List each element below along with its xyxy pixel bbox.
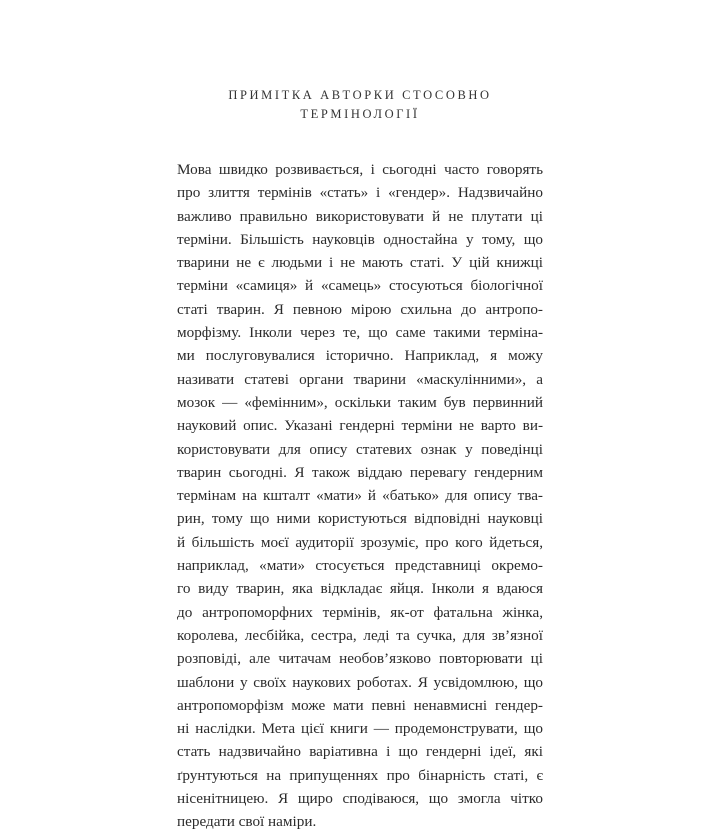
text-line: мозок — «фемінним», оскільки таким був первинний — [177, 393, 543, 411]
text-line: рин, тому що ними користуються відповідні науковці — [177, 510, 543, 528]
text-line: розповіді, але читачам необов’язково повторювати ці — [177, 650, 543, 668]
title-line-2: ТЕРМІНОЛОГІЇ — [300, 107, 420, 121]
text-line: терміни. Більшість науковців одностайна у тому, що — [177, 230, 543, 248]
text-line: Мова швидко розвивається, і сьогодні часто говорять — [177, 161, 543, 178]
text-line: ми послуговувалися історично. Наприклад, я можу — [177, 347, 543, 365]
body-paragraph — [177, 158, 543, 834]
text-line: науковий опис. Указані гендерні терміни не варто ви- — [177, 417, 543, 435]
text-line: наприклад, «мати» стосується представниці окремо- — [177, 557, 543, 575]
text-line: морфізму. Інколи через те, що саме такими терміна- — [177, 324, 543, 342]
text-line: про злиття термінів «стать» і «гендер». Надзвичайно — [177, 184, 543, 202]
text-line: ні наслідки. Мета цієї книги — продемонструвати, що — [177, 720, 543, 738]
text-line: антропоморфізм може мати певні ненавмисні гендер- — [177, 696, 543, 714]
text-line: шаблони у своїх наукових роботах. Я усвідомлюю, що — [177, 673, 543, 691]
text-line: тварин сьогодні. Я також віддаю перевагу гендерним — [177, 463, 543, 481]
text-line: користовувати для опису статевих ознак у поведінці — [177, 440, 543, 458]
title-line-1: ПРИМІТКА АВТОРКИ СТОСОВНО — [228, 88, 492, 102]
text-line: го виду тварин, яка відкладає яйця. Інколи я вдаюся — [177, 580, 543, 598]
text-line: важливо правильно використовувати й не плутати ці — [177, 207, 543, 225]
text-line: терміни «самиця» й «самець» стосуються біологічної — [177, 277, 543, 295]
page-title — [0, 86, 720, 124]
text-line: тварини не є людьми і не мають статі. У цій книжці — [177, 254, 543, 272]
text-line: до антропоморфних термінів, як-от фатальна жінка, — [177, 603, 543, 621]
text-line: називати статеві органи тварини «маскулінними», а — [177, 370, 543, 388]
text-line: ґрунтуються на припущеннях про бінарність статі, є — [177, 766, 543, 784]
text-line: стать надзвичайно варіативна і що гендерні ідеї, які — [177, 743, 543, 761]
text-line: термінам на кшталт «мати» й «батько» для опису тва- — [177, 487, 543, 505]
text-line: й більшість моєї аудиторії зрозуміє, про кого йдеться, — [177, 533, 543, 551]
text-line: статі тварин. Я певною мірою схильна до антропо- — [177, 300, 543, 318]
text-line: нісенітницею. Я щиро сподіваюся, що змогла чітко — [177, 790, 543, 808]
text-line: королева, лесбійка, сестра, леді та сучка, для зв’язної — [177, 626, 543, 644]
text-line: передати свої наміри. — [177, 813, 317, 831]
